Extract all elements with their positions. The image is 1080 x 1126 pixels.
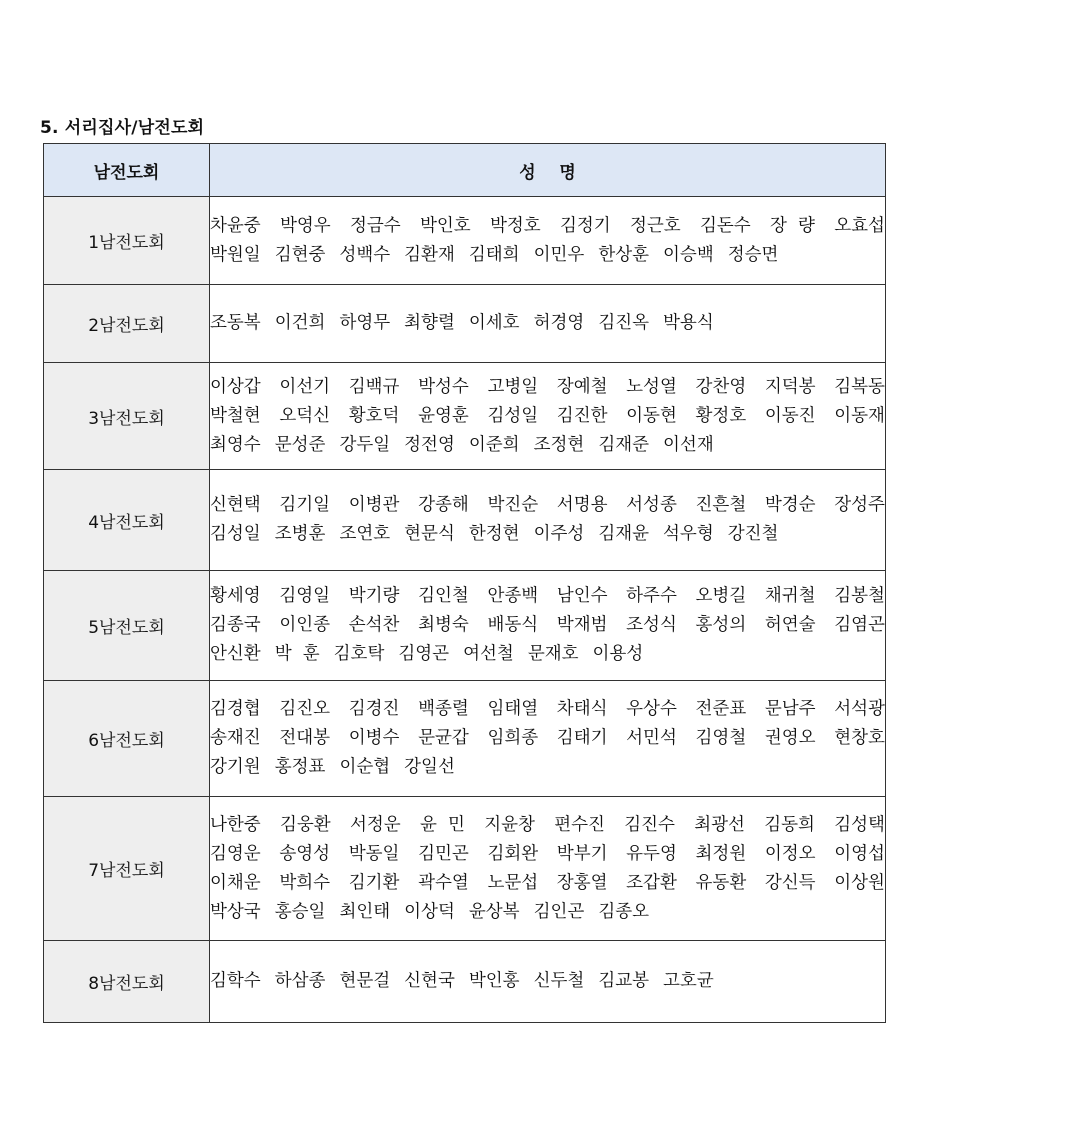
- member-name: 유동환: [695, 872, 747, 893]
- members-cell: [210, 797, 886, 941]
- member-name: 김기환: [348, 872, 400, 893]
- member-name: 오병길: [695, 586, 747, 606]
- member-name: 김종국: [210, 615, 261, 635]
- member-name: 김염곤: [834, 615, 885, 635]
- member-name: 고호균: [663, 971, 714, 991]
- member-name: 서정운: [350, 814, 401, 835]
- member-name: 곽수열: [418, 872, 469, 893]
- member-name: 이민우: [533, 244, 585, 265]
- member-name: 김태희: [468, 244, 520, 265]
- member-name: 장 량: [770, 215, 815, 236]
- section-title: 5. 서리집사/남전도회: [40, 118, 205, 138]
- member-name: 편수진: [554, 814, 605, 835]
- member-name: 박부기: [556, 843, 608, 864]
- member-name: 강찬영: [695, 376, 747, 397]
- member-name: 김경진: [348, 699, 400, 719]
- member-name: 현창호: [834, 728, 885, 748]
- member-name: 남인수: [556, 586, 608, 606]
- member-name: 조연호: [339, 524, 391, 544]
- member-name: 송재진: [210, 728, 261, 748]
- members-cell: [210, 285, 886, 363]
- member-name: 문재호: [527, 644, 579, 664]
- member-name: 김영철: [695, 728, 747, 748]
- table-row: [44, 797, 886, 941]
- group-cell: 2남전도회: [44, 285, 210, 363]
- member-name: 이주성: [533, 524, 585, 544]
- member-name: 김영곤: [398, 644, 450, 664]
- table-row: [44, 363, 886, 470]
- table-row: [44, 571, 886, 681]
- member-name: 이상덕: [404, 901, 455, 922]
- member-name: 이세호: [468, 313, 520, 333]
- member-name: 장홍열: [556, 872, 608, 893]
- member-name: 이병수: [348, 728, 400, 748]
- member-name: 임희종: [487, 728, 539, 748]
- member-name: 허경영: [533, 313, 585, 333]
- name-line: [210, 898, 885, 927]
- member-name: 윤영훈: [418, 405, 469, 426]
- member-name: 한정현: [468, 524, 520, 544]
- member-name: 황세영: [210, 586, 261, 606]
- member-name: 조성식: [626, 615, 677, 635]
- member-name: 윤상복: [468, 901, 520, 922]
- name-line: [210, 373, 885, 402]
- name-line: [210, 431, 885, 460]
- name-line: [210, 309, 885, 338]
- members-cell: [210, 197, 886, 285]
- member-name: 황정호: [695, 405, 747, 426]
- member-name: 박용식: [663, 313, 714, 333]
- member-name: 홍성의: [695, 615, 747, 635]
- member-name: 이정오: [764, 843, 816, 864]
- member-name: 송영성: [279, 843, 331, 864]
- group-cell: 7남전도회: [44, 797, 210, 941]
- member-name: 정근호: [630, 215, 681, 236]
- member-name: 최인태: [339, 901, 391, 922]
- table-row: [44, 197, 886, 285]
- member-name: 김재윤: [598, 524, 650, 544]
- member-name: 진흔철: [695, 495, 747, 515]
- member-name: 채귀철: [764, 586, 816, 606]
- name-line: [210, 520, 885, 549]
- member-name: 신현택: [210, 495, 261, 515]
- member-name: 이승백: [663, 244, 714, 265]
- members-cell: [210, 571, 886, 681]
- member-name: 서성종: [626, 495, 677, 515]
- member-name: 전준표: [695, 699, 747, 719]
- member-name: 이동현: [626, 405, 677, 426]
- member-name: 정금수: [350, 215, 401, 236]
- member-name: 황호덕: [348, 405, 400, 426]
- name-line: [210, 695, 885, 724]
- member-name: 차윤중: [210, 215, 261, 236]
- member-name: 지덕봉: [764, 376, 816, 397]
- member-name: 김기일: [279, 495, 331, 515]
- member-name: 박원일: [210, 244, 261, 265]
- group-cell: 3남전도회: [44, 363, 210, 470]
- members-cell: [210, 681, 886, 797]
- header-names: 성 명: [210, 144, 886, 197]
- member-name: 박인홍: [468, 971, 520, 991]
- member-name: 지윤창: [484, 814, 535, 835]
- table-row: [44, 941, 886, 1023]
- member-name: 김회완: [487, 843, 539, 864]
- member-name: 김진수: [624, 814, 675, 835]
- name-line: [210, 611, 885, 640]
- group-cell: 6남전도회: [44, 681, 210, 797]
- member-name: 이상갑: [210, 376, 261, 397]
- table-row: [44, 470, 886, 571]
- member-name: 이준희: [468, 434, 520, 455]
- member-name: 오효섭: [834, 215, 885, 236]
- member-name: 조갑환: [626, 872, 677, 893]
- member-name: 최영수: [210, 434, 261, 455]
- member-name: 여선철: [463, 644, 514, 664]
- roster-body: [44, 197, 886, 1023]
- member-name: 석우형: [663, 524, 714, 544]
- members-cell: [210, 941, 886, 1023]
- name-line: [210, 869, 885, 898]
- table-header-row: [44, 144, 886, 197]
- member-name: 김영운: [210, 843, 261, 864]
- member-name: 이선재: [663, 434, 714, 455]
- member-name: 손석찬: [348, 615, 400, 635]
- member-name: 박경순: [764, 495, 816, 515]
- member-name: 박인호: [420, 215, 471, 236]
- member-name: 배동식: [487, 615, 539, 635]
- member-name: 김교봉: [598, 971, 650, 991]
- name-line: [210, 241, 885, 270]
- member-name: 노문섭: [487, 872, 539, 893]
- member-name: 이상원: [834, 872, 885, 893]
- member-name: 차태식: [556, 699, 608, 719]
- member-name: 조병훈: [274, 524, 326, 544]
- name-line: [210, 811, 885, 840]
- member-name: 박희수: [279, 872, 331, 893]
- member-name: 현문식: [404, 524, 455, 544]
- member-name: 문성준: [274, 434, 326, 455]
- member-name: 이채운: [210, 872, 261, 893]
- member-name: 문남주: [764, 699, 816, 719]
- member-name: 김종오: [598, 901, 650, 922]
- member-name: 김웅환: [280, 814, 331, 835]
- member-name: 박정호: [490, 215, 541, 236]
- member-name: 김성택: [834, 814, 885, 835]
- member-name: 장예철: [556, 376, 608, 397]
- member-name: 김진옥: [598, 313, 650, 333]
- member-name: 서석광: [834, 699, 885, 719]
- table-row: [44, 681, 886, 797]
- roster-table: [43, 143, 886, 1023]
- member-name: 이인종: [279, 615, 331, 635]
- member-name: 홍정표: [274, 757, 326, 777]
- member-name: 한상훈: [598, 244, 650, 265]
- member-name: 박영우: [280, 215, 331, 236]
- member-name: 김현중: [274, 244, 326, 265]
- member-name: 김재준: [598, 434, 650, 455]
- member-name: 이동재: [834, 405, 885, 426]
- table-row: [44, 285, 886, 363]
- member-name: 이영섭: [834, 843, 885, 864]
- group-cell: 1남전도회: [44, 197, 210, 285]
- member-name: 김학수: [210, 971, 261, 991]
- member-name: 김동희: [764, 814, 815, 835]
- member-name: 박진순: [487, 495, 539, 515]
- member-name: 김정기: [560, 215, 611, 236]
- member-name: 이병관: [348, 495, 400, 515]
- group-cell: 4남전도회: [44, 470, 210, 571]
- name-line: [210, 212, 885, 241]
- member-name: 박 훈: [274, 644, 320, 664]
- member-name: 이선기: [279, 376, 331, 397]
- member-name: 권영오: [764, 728, 816, 748]
- member-name: 현문걸: [339, 971, 391, 991]
- member-name: 우상수: [626, 699, 677, 719]
- member-name: 백종렬: [418, 699, 469, 719]
- member-name: 박철현: [210, 405, 261, 426]
- member-name: 정전영: [404, 434, 455, 455]
- member-name: 김복동: [834, 376, 885, 397]
- member-name: 김민곤: [418, 843, 469, 864]
- name-line: [210, 753, 885, 782]
- member-name: 윤 민: [420, 814, 465, 835]
- member-name: 강종해: [418, 495, 469, 515]
- group-cell: 8남전도회: [44, 941, 210, 1023]
- member-name: 허연술: [764, 615, 816, 635]
- group-cell: 5남전도회: [44, 571, 210, 681]
- member-name: 오덕신: [279, 405, 331, 426]
- member-name: 김경협: [210, 699, 261, 719]
- member-name: 서민석: [626, 728, 677, 748]
- member-name: 고병일: [487, 376, 539, 397]
- member-name: 나한중: [210, 814, 261, 835]
- member-name: 김인곤: [533, 901, 585, 922]
- name-line: [210, 724, 885, 753]
- member-name: 조동복: [210, 313, 261, 333]
- header-group: 남전도회: [44, 144, 210, 197]
- member-name: 최병숙: [418, 615, 469, 635]
- member-name: 강신득: [764, 872, 816, 893]
- member-name: 조정현: [533, 434, 585, 455]
- member-name: 강기원: [210, 757, 261, 777]
- member-name: 박재범: [556, 615, 608, 635]
- member-name: 강일선: [404, 757, 455, 777]
- members-cell: [210, 470, 886, 571]
- member-name: 강두일: [339, 434, 391, 455]
- name-line: [210, 402, 885, 431]
- member-name: 하영무: [339, 313, 391, 333]
- member-name: 유두영: [626, 843, 677, 864]
- member-name: 안신환: [210, 644, 261, 664]
- member-name: 최정원: [695, 843, 747, 864]
- member-name: 이동진: [764, 405, 816, 426]
- member-name: 박상국: [210, 901, 261, 922]
- member-name: 최광선: [694, 814, 745, 835]
- member-name: 김환재: [404, 244, 455, 265]
- name-line: [210, 840, 885, 869]
- member-name: 강진철: [727, 524, 779, 544]
- member-name: 이순협: [339, 757, 391, 777]
- member-name: 전대봉: [279, 728, 331, 748]
- member-name: 안종백: [487, 586, 539, 606]
- member-name: 이용성: [592, 644, 644, 664]
- member-name: 김성일: [487, 405, 539, 426]
- member-name: 김성일: [210, 524, 261, 544]
- member-name: 김돈수: [700, 215, 751, 236]
- member-name: 문균갑: [418, 728, 469, 748]
- name-line: [210, 582, 885, 611]
- member-name: 홍승일: [274, 901, 326, 922]
- member-name: 하주수: [626, 586, 677, 606]
- member-name: 서명용: [556, 495, 608, 515]
- member-name: 신두철: [533, 971, 585, 991]
- member-name: 김진오: [279, 699, 331, 719]
- member-name: 노성열: [626, 376, 677, 397]
- member-name: 박기량: [348, 586, 400, 606]
- member-name: 김인철: [418, 586, 469, 606]
- member-name: 박성수: [418, 376, 469, 397]
- member-name: 신현국: [404, 971, 455, 991]
- member-name: 김봉철: [834, 586, 885, 606]
- member-name: 김진한: [556, 405, 608, 426]
- member-name: 박동일: [348, 843, 400, 864]
- name-line: [210, 491, 885, 520]
- member-name: 임태열: [487, 699, 539, 719]
- member-name: 정승면: [727, 244, 779, 265]
- member-name: 김태기: [556, 728, 608, 748]
- member-name: 이건희: [274, 313, 326, 333]
- member-name: 장성주: [834, 495, 885, 515]
- name-line: [210, 640, 885, 669]
- members-cell: [210, 363, 886, 470]
- member-name: 성백수: [339, 244, 391, 265]
- member-name: 김영일: [279, 586, 331, 606]
- member-name: 김백규: [348, 376, 400, 397]
- member-name: 하삼종: [274, 971, 326, 991]
- member-name: 최향렬: [404, 313, 455, 333]
- member-name: 김호탁: [333, 644, 385, 664]
- name-line: [210, 967, 885, 996]
